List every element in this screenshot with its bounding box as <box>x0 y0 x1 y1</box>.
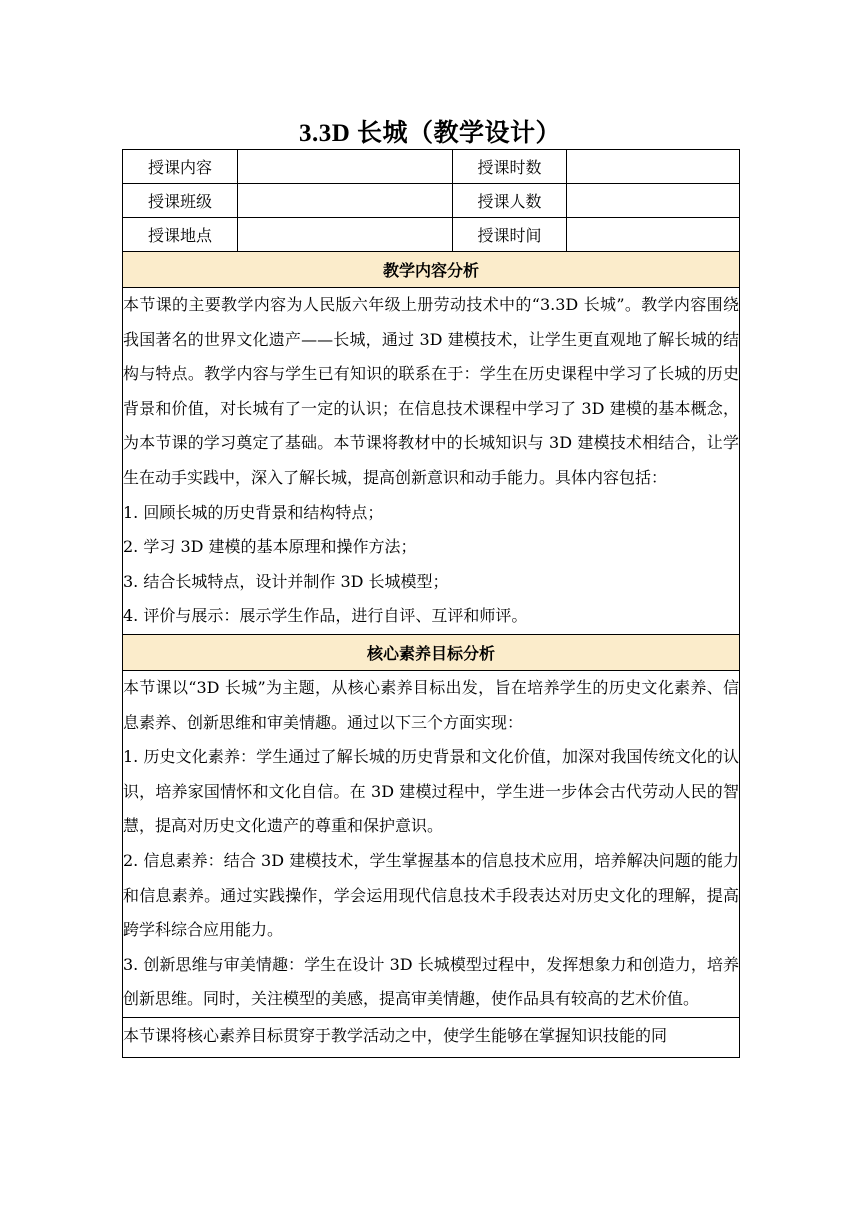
section-body-continuation <box>123 1017 740 1057</box>
info-row-class <box>123 184 740 218</box>
value-class[interactable] <box>238 184 453 218</box>
label-course-content: 授课内容 <box>123 150 238 184</box>
paragraph: 本节课以“3D 长城”为主题，从核心素养目标出发，旨在培养学生的历史文化素养、信息素养、创新思维和审美情趣。通过以下三个方面实现： <box>123 677 739 732</box>
page-title: 3.3D 长城（教学设计） <box>298 120 562 147</box>
label-class-time: 授课时间 <box>453 218 567 252</box>
section-body-row <box>123 288 740 635</box>
value-class-time[interactable] <box>567 218 740 252</box>
label-class: 授课班级 <box>123 184 238 218</box>
value-student-count[interactable] <box>567 184 740 218</box>
section-heading-content-analysis: 教学内容分析 <box>123 252 740 288</box>
value-class-hours[interactable] <box>567 150 740 184</box>
section-header-row <box>123 252 740 288</box>
info-row-content <box>123 150 740 184</box>
list-item: 3. 创新思维与审美情趣：学生在设计 3D 长城模型过程中，发挥想象力和创造力，培养创新思维。同时，关注模型的美感，提高审美情趣，使作品具有较高的艺术价值。 <box>123 954 739 1009</box>
value-location[interactable] <box>238 218 453 252</box>
section-header-row <box>123 634 740 670</box>
list-item: 4. 评价与展示：展示学生作品，进行自评、互评和师评。 <box>123 606 528 626</box>
list-item: 2. 信息素养：结合 3D 建模技术，学生掌握基本的信息技术应用，培养解决问题的能力和信息素养。通过实践操作，学会运用现代信息技术手段表达对历史文化的理解，提高跨学科综合应用能力。 <box>123 850 739 940</box>
lesson-plan-table <box>122 149 740 1058</box>
section-body-core-literacy <box>123 670 740 1017</box>
label-student-count: 授课人数 <box>453 184 567 218</box>
label-class-hours: 授课时数 <box>453 150 567 184</box>
section-body-row <box>123 670 740 1017</box>
list-item: 2. 学习 3D 建模的基本原理和操作方法； <box>123 537 417 557</box>
list-item: 1. 历史文化素养：学生通过了解长城的历史背景和文化价值，加深对我国传统文化的认识，培养家国情怀和文化自信。在 3D 建模过程中，学生进一步体会古代劳动人民的智慧，提高对历史文化遗产的尊重和保护意识。 <box>123 747 739 836</box>
list-item: 3. 结合长城特点，设计并制作 3D 长城模型； <box>123 571 449 591</box>
section-body-content-analysis <box>123 288 740 635</box>
paragraph-fragment: 本节课将核心素养目标贯穿于教学活动之中，使学生能够在掌握知识技能的同 <box>123 1026 668 1046</box>
section-body-continuation-row <box>123 1017 740 1057</box>
info-row-location <box>123 218 740 252</box>
section-heading-core-literacy: 核心素养目标分析 <box>123 634 740 670</box>
paragraph: 本节课的主要教学内容为人民版六年级上册劳动技术中的“3.3D 长城”。教学内容围绕我国著名的世界文化遗产——长城，通过 3D 建模技术，让学生更直观地了解长城的结构与特点。教学内容与学生已有知识的联系在于：学生在历史课程中学习了长城的历史背景和价值，对长城有了一定的认识；在信息技术课程中学习了 3D 建模的基本概念，为本节课的学习奠定了基础。本节课将教材中的长城知识与 3D 建模技术相结合，让学生在动手实践中，深入了解长城，提高创新意识和动手能力。具体内容包括： <box>123 295 739 487</box>
list-item: 1. 回顾长城的历史背景和结构特点； <box>123 502 384 522</box>
value-course-content[interactable] <box>238 150 453 184</box>
label-location: 授课地点 <box>123 218 238 252</box>
